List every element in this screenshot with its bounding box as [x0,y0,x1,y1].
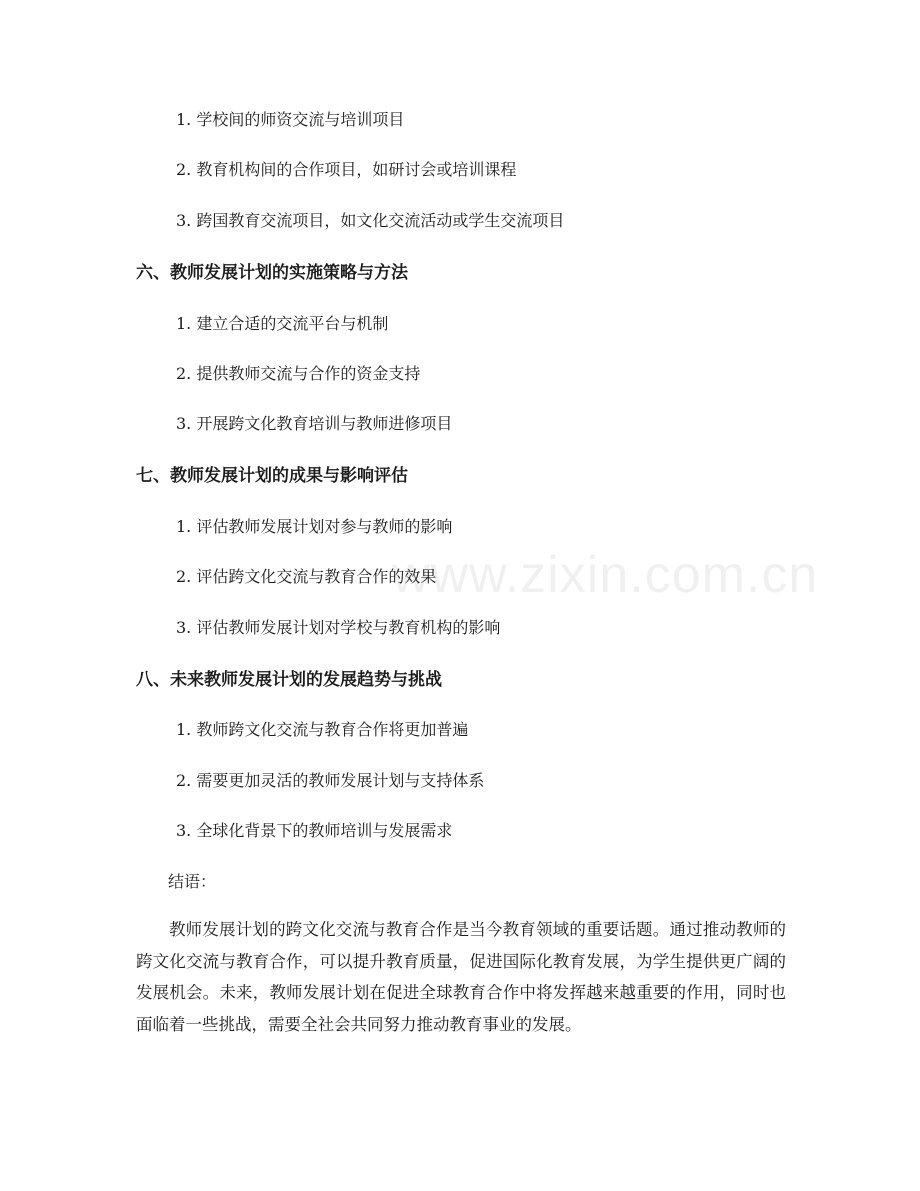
conclusion-label: 结语： [168,872,217,891]
list-item: 3. 评估教师发展计划对学校与教育机构的影响 [176,618,501,637]
list-item: 1. 学校间的师资交流与培训项目 [176,110,405,129]
list-item: 2. 提供教师交流与合作的资金支持 [176,364,421,383]
list-item: 3. 全球化背景下的教师培训与发展需求 [176,821,453,840]
list-item: 3. 开展跨文化教育培训与教师进修项目 [176,414,453,433]
section-heading: 八、未来教师发展计划的发展趋势与挑战 [136,670,442,690]
conclusion-paragraph: 教师发展计划的跨文化交流与教育合作是当今教育领域的重要话题。通过推动教师的跨文化交流与教育合作，可以提升教育质量，促进国际化教育发展，为学生提供更广阔的发展机会。未来，教师发展计划在促进全球教育合作中将发挥越来越重要的作用，同时也面临着一些挑战，需要全社会共同努力推动教育事业的发展。 [136,920,786,1034]
list-item: 2. 评估跨文化交流与教育合作的效果 [176,567,437,586]
list-item: 1. 评估教师发展计划对参与教师的影响 [176,517,453,536]
list-item: 1. 建立合适的交流平台与机制 [176,314,389,333]
list-item: 1. 教师跨文化交流与教育合作将更加普遍 [176,720,469,739]
list-item: 3. 跨国教育交流项目，如文化交流活动或学生交流项目 [176,211,565,230]
watermark: www.zixin.com.cn [392,546,819,604]
section-heading: 七、教师发展计划的成果与影响评估 [136,466,408,486]
list-item: 2. 教育机构间的合作项目，如研讨会或培训课程 [176,160,517,179]
list-item: 2. 需要更加灵活的教师发展计划与支持体系 [176,771,485,790]
section-heading: 六、教师发展计划的实施策略与方法 [136,263,408,283]
